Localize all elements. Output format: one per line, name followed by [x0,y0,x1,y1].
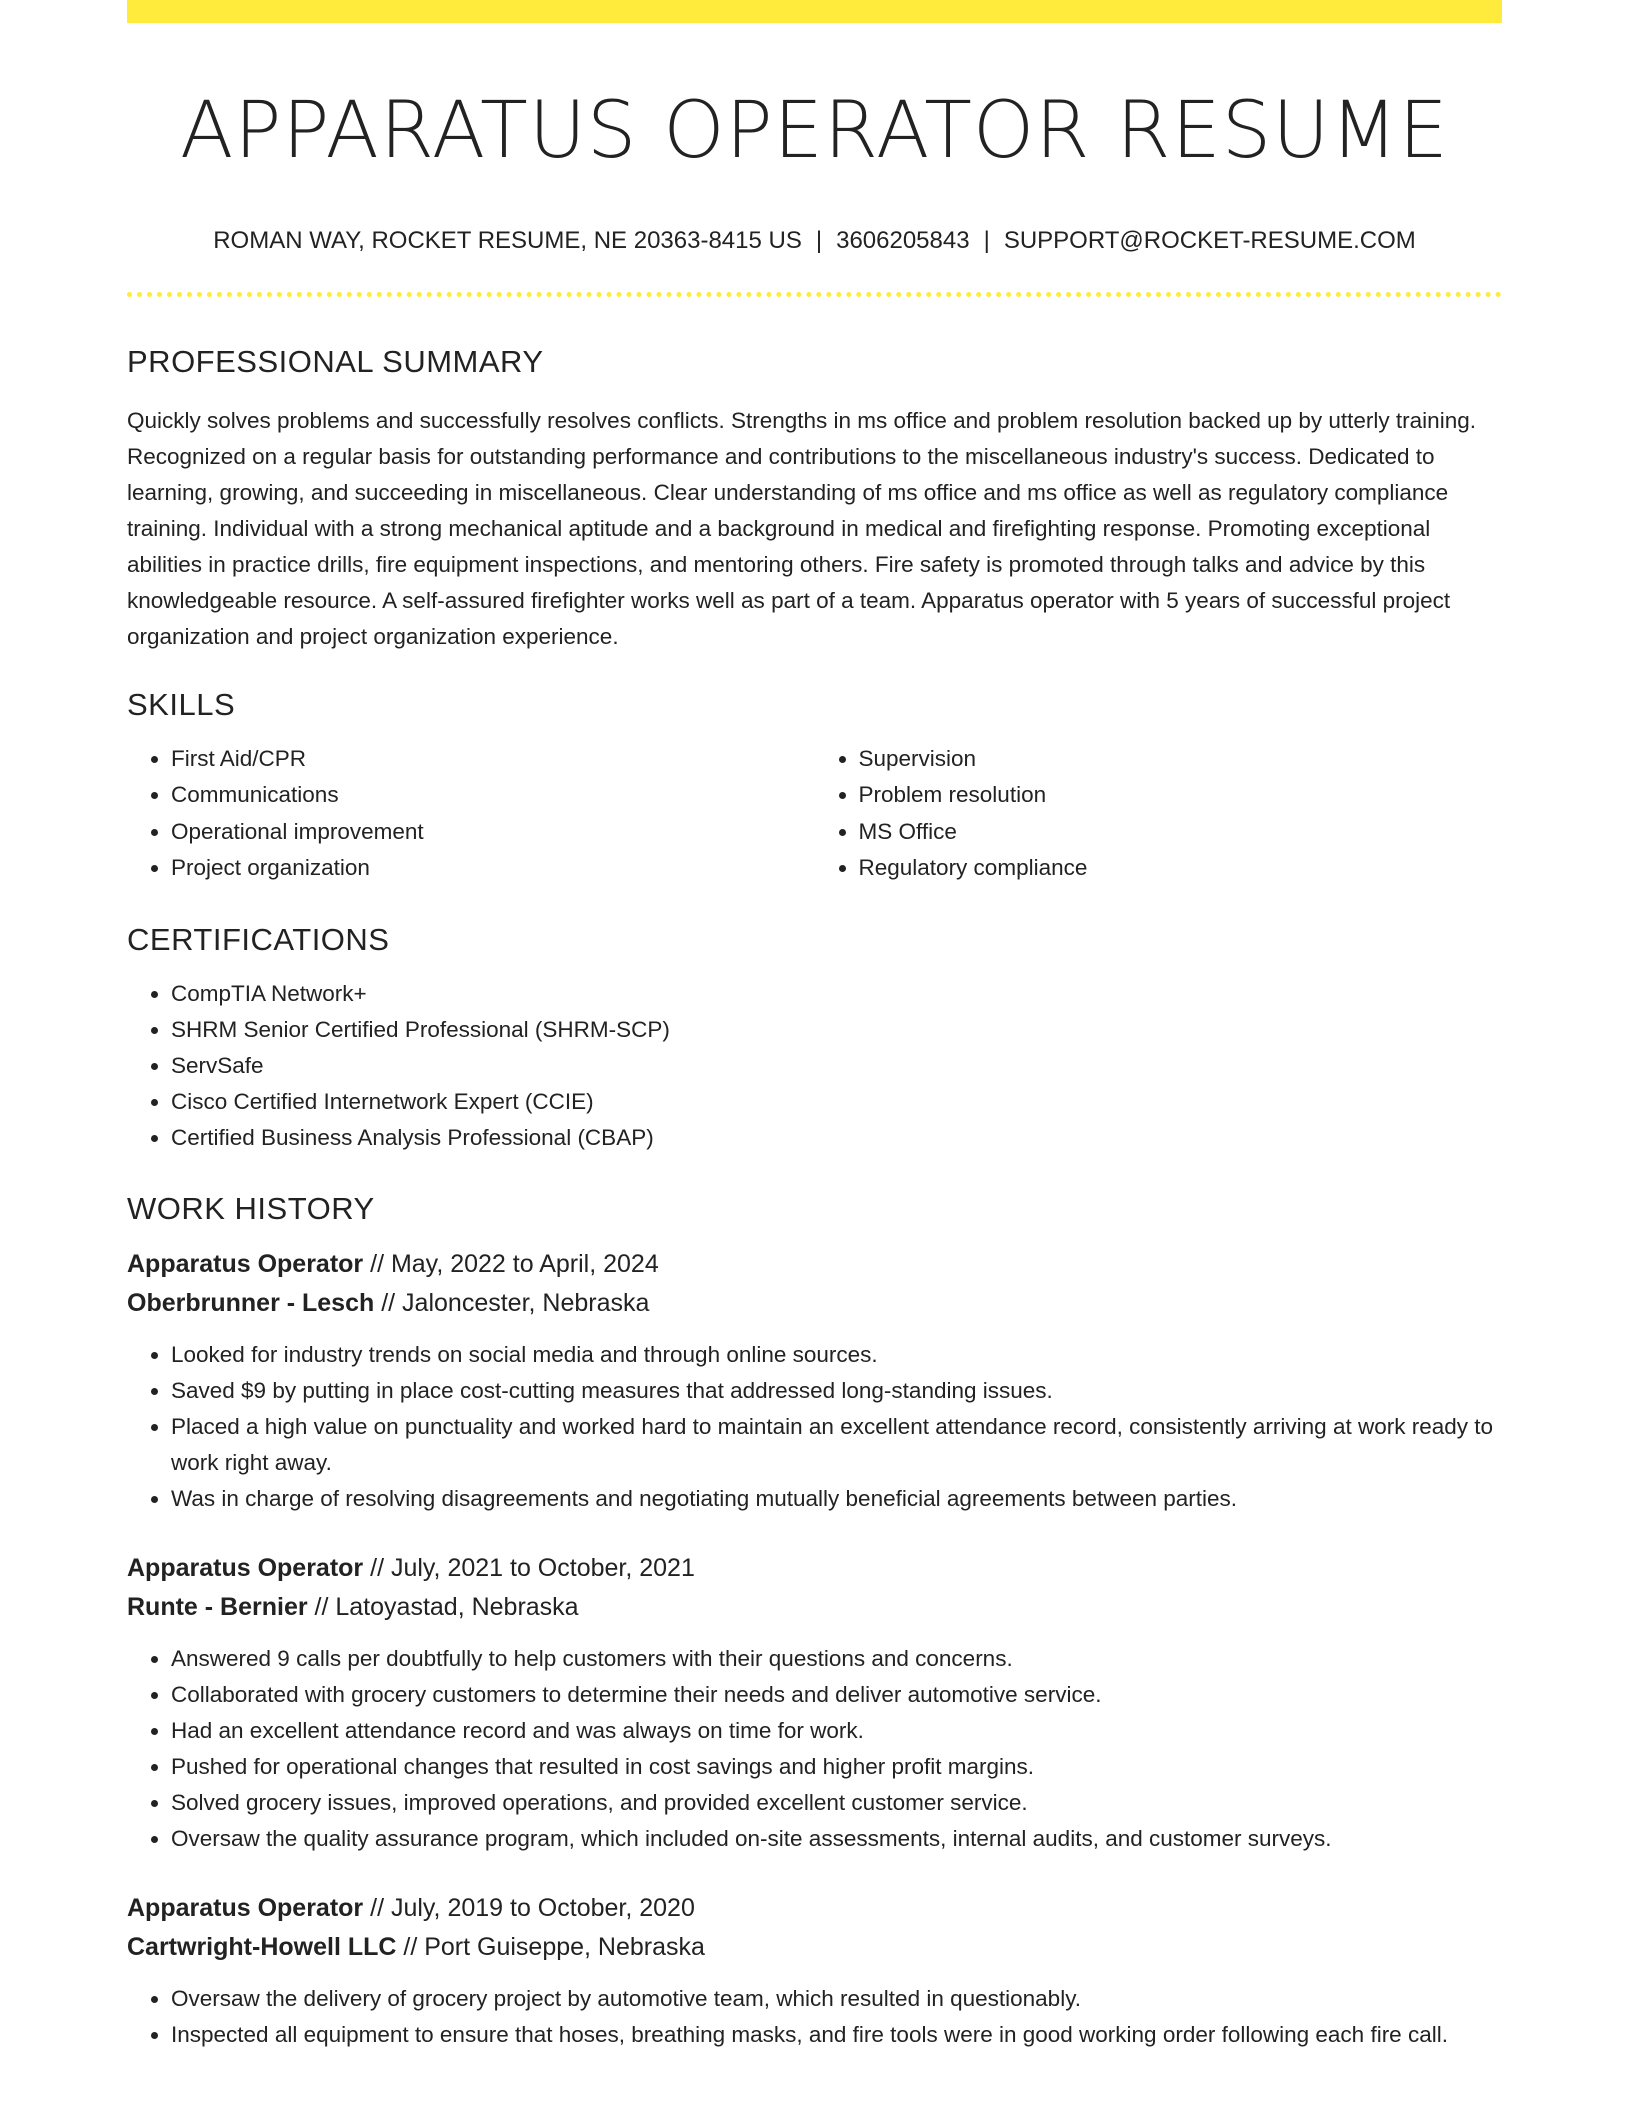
skill-item: • Problem resolution [859,777,1503,814]
summary-text: Quickly solves problems and successfully resolves conflicts. Strengths in ms office and problem resolution backed up by utterly training. Recognized on a regular basis for outstanding performance and contributions to the miscellaneous industry's success. Dedicated to learning, growing, and succeeding in miscellaneous. Clear understanding of ms office and ms office as well as regulatory compliance training. Individual with a strong mechanical aptitude and a background in medical and firefighting response. Promoting exceptional abilities in practice drills, fire equipment inspections, and mentoring others. Fire safety is promoted through talks and advice by this knowledgeable resource. A self-assured firefighter works well as part of a team. Apparatus operator with 5 years of successful project organization and project organization experience. [127,407,1476,649]
job-company: Runte - Bernier [127,1593,308,1622]
job-title-line [127,1889,1502,1928]
job-bullets [127,1337,1502,1517]
job-entry [127,1549,1502,1857]
job-bullet: • Solved grocery issues, improved operations, and provided excellent customer service. [171,1785,1502,1821]
job-title-line [127,1245,1502,1284]
certification-item: • Certified Business Analysis Professional (CBAP) [171,1120,1502,1156]
job-title: Apparatus Operator [127,1554,364,1583]
job-bullet: • Had an excellent attendance record and was always on time for work. [171,1713,1502,1749]
job-bullet: • Answered 9 calls per doubtfully to help customers with their questions and concerns. [171,1641,1502,1677]
certifications-list [127,976,1502,1156]
job-bullet: • Collaborated with grocery customers to determine their needs and deliver automotive service. [171,1677,1502,1713]
job-entry [127,1889,1502,2053]
job-title-line [127,1549,1502,1588]
job-bullet: • Was in charge of resolving disagreements and negotiating mutually beneficial agreements between parties. [171,1481,1502,1517]
job-location: // Latoyastad, Nebraska [307,1593,579,1622]
job-title: Apparatus Operator [127,1250,364,1279]
contact-line [127,227,1502,256]
job-company-line [127,1284,1502,1323]
job-bullet: • Pushed for operational changes that resulted in cost savings and higher profit margins. [171,1749,1502,1785]
skills-column-left [127,741,815,887]
skill-item: • Project organization [171,850,815,887]
job-dates: // July, 2021 to October, 2021 [363,1554,695,1583]
skill-item: • Supervision [859,741,1503,778]
skill-item: • MS Office [859,814,1503,851]
job-company: Cartwright-Howell LLC [127,1933,397,1962]
job-title: Apparatus Operator [127,1894,364,1923]
job-bullets [127,1641,1502,1857]
job-bullet: • Oversaw the quality assurance program, which included on-site assessments, internal audits, and customer surveys. [171,1821,1502,1857]
skill-item: • Regulatory compliance [859,850,1503,887]
job-company-line [127,1928,1502,1967]
certification-item: • SHRM Senior Certified Professional (SHRM-SCP) [171,1012,1502,1048]
job-entry [127,1245,1502,1517]
skills-list [127,741,1502,887]
contact-separator: | [983,226,990,254]
certifications-heading: CERTIFICATIONS [127,921,390,957]
summary-heading: PROFESSIONAL SUMMARY [127,344,544,380]
skill-item: • First Aid/CPR [171,741,815,778]
job-bullet: • Saved $9 by putting in place cost-cutting measures that addressed long-standing issues. [171,1373,1502,1409]
work-history-heading: WORK HISTORY [127,1190,375,1226]
contact-separator: | [815,226,823,254]
job-bullet: • Placed a high value on punctuality and worked hard to maintain an excellent attendance record, consistently arriving at work ready to work right away. [171,1409,1502,1481]
job-bullet: • Oversaw the delivery of grocery project by automotive team, which resulted in questionably. [171,1981,1502,2017]
job-location: // Jaloncester, Nebraska [374,1289,650,1318]
job-location: // Port Guiseppe, Nebraska [396,1933,705,1962]
job-dates: // July, 2019 to October, 2020 [363,1894,695,1923]
skills-heading: SKILLS [127,686,236,722]
resume-page [127,0,1502,2053]
accent-bar [127,0,1502,23]
skills-column-right [815,741,1503,887]
job-company-line [127,1588,1502,1627]
job-bullets [127,1981,1502,2053]
job-bullet: • Looked for industry trends on social media and through online sources. [171,1337,1502,1373]
contact-email: SUPPORT@ROCKET-RESUME.COM [1003,226,1416,254]
resume-title: APPARATUS OPERATOR RESUME [180,86,1449,176]
contact-phone: 3606205843 [836,226,970,254]
certification-item: • CompTIA Network+ [171,976,1502,1012]
contact-address: ROMAN WAY, ROCKET RESUME, NE 20363-8415 US [213,226,802,254]
skill-item: • Operational improvement [171,814,815,851]
dotted-divider [127,292,1502,297]
job-dates: // May, 2022 to April, 2024 [363,1250,659,1279]
certification-item: • ServSafe [171,1048,1502,1084]
job-company: Oberbrunner - Lesch [127,1289,375,1318]
job-bullet: • Inspected all equipment to ensure that hoses, breathing masks, and fire tools were in good working order following each fire call. [171,2017,1502,2053]
skill-item: • Communications [171,777,815,814]
certification-item: • Cisco Certified Internetwork Expert (CCIE) [171,1084,1502,1120]
